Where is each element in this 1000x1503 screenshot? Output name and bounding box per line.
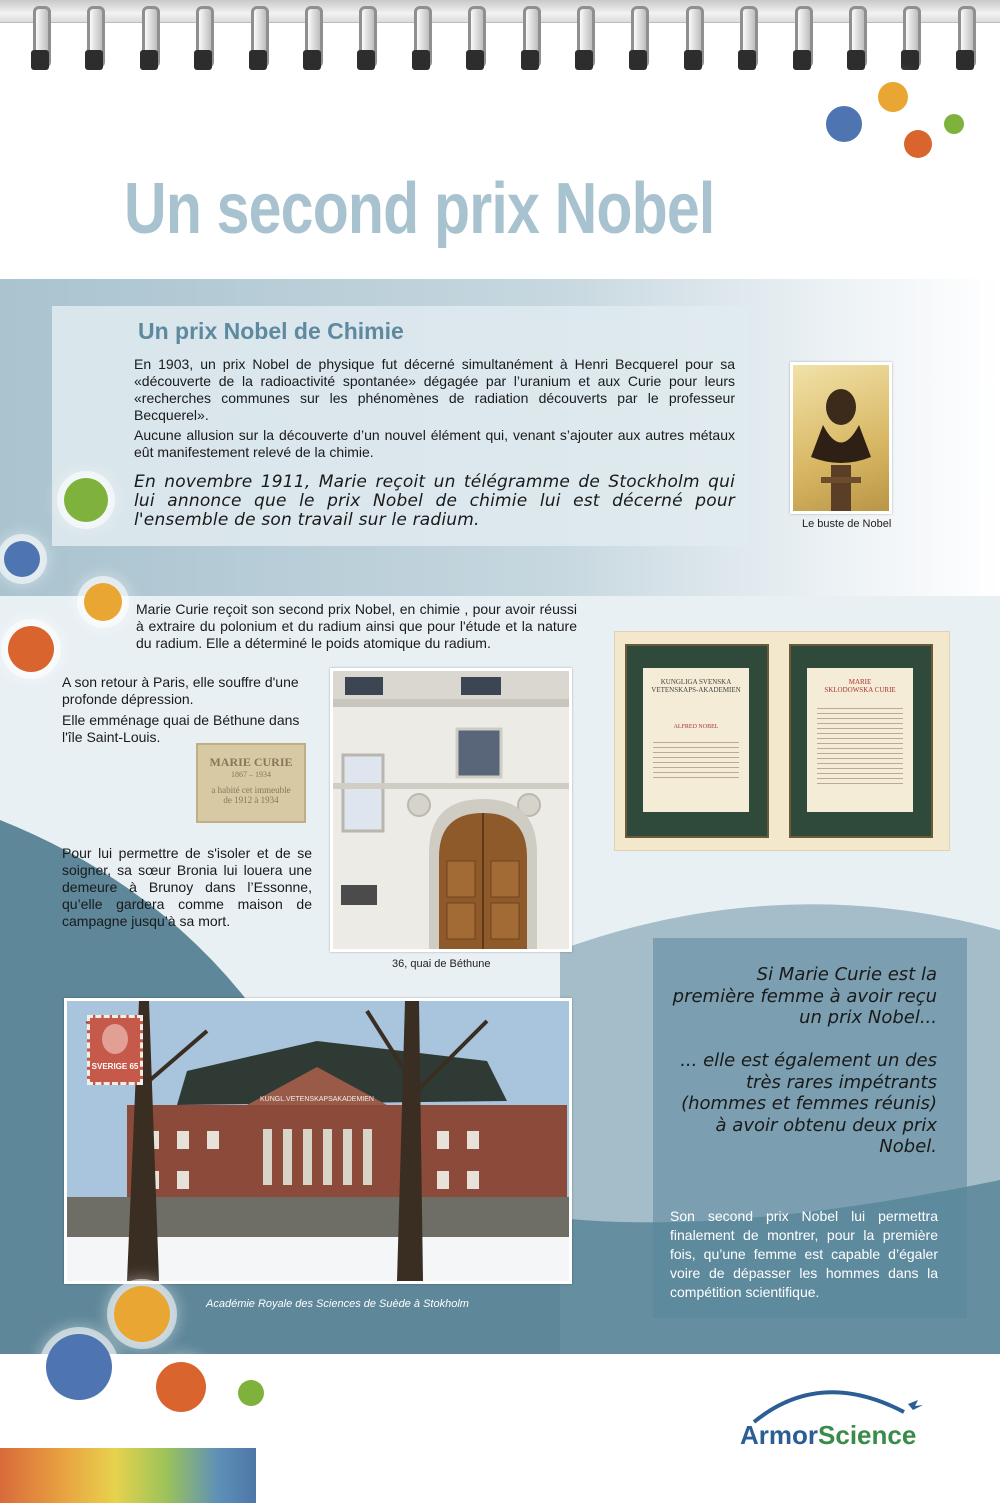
seagull-icon [908, 1400, 923, 1410]
binding-ring [954, 6, 976, 70]
diploma-left-line2: VETENSKAPS-AKADEMIEN [651, 686, 741, 694]
binding-ring [627, 6, 649, 70]
section-heading: Un prix Nobel de Chimie [138, 318, 404, 344]
green-dot-decoration [238, 1380, 264, 1406]
paragraph-allusion: Aucune allusion sur la découverte d’un nouvel élément qui, venant s’ajouter aux autres métaux eût manifestement relevé de la chimie. [134, 427, 735, 460]
plaque-line1: a habité cet immeuble [211, 785, 291, 795]
binding-ring [301, 6, 323, 70]
diploma-left-name: ALFRED NOBEL [673, 724, 719, 730]
logo-armor: Armor [740, 1420, 819, 1450]
first-woman-quote: Si Marie Curie est la première femme à avoir reçu un prix Nobel... [672, 964, 937, 1028]
stamp-text: SVERIGE 65 [91, 1062, 139, 1071]
binding-ring [464, 6, 486, 70]
plaque-line2: de 1912 à 1934 [223, 795, 279, 805]
blue-dot-decoration [4, 541, 40, 577]
binding-ring [410, 6, 432, 70]
yellow-dot-decoration [114, 1286, 170, 1342]
binding-ring [682, 6, 704, 70]
binding-ring [192, 6, 214, 70]
color-gradient-bar [0, 1448, 256, 1503]
yellow-dot-decoration [878, 82, 908, 112]
bust-illustration [793, 365, 889, 511]
building-sign: KUNGL.VETENSKAPSAKADEMIEN [260, 1096, 374, 1103]
women-equality-text: Son second prix Nobel lui permettra finalement de montrer, pour la première fois, qu’une femme est capable d’égaler voire de dépasser les hommes dans la compétition scientifique. [670, 1208, 938, 1300]
swedish-stamp [87, 1015, 143, 1085]
blue-dot-decoration [826, 106, 862, 142]
diploma-right-line1: MARIE [848, 678, 872, 686]
armorscience-logo [740, 1420, 916, 1451]
plaque-name: MARIE CURIE [209, 755, 293, 769]
diploma-right [789, 644, 933, 838]
academy-caption: Académie Royale des Sciences de Suède à Stokholm [206, 1298, 469, 1310]
binding-ring [519, 6, 541, 70]
binding-ring [29, 6, 51, 70]
bethune-building-photo [330, 668, 572, 952]
nobel-diplomas-photo [614, 631, 950, 851]
building-caption: 36, quai de Béthune [392, 958, 491, 970]
yellow-dot-decoration [84, 583, 122, 621]
telegram-quote: En novembre 1911, Marie reçoit un télégramme de Stockholm qui lui annonce que le prix Nobel de chimie lui est décerné pour l'ensemble de son travail sur le radium. [134, 472, 735, 530]
orange-dot-decoration [904, 130, 932, 158]
orange-dot-decoration [8, 626, 54, 672]
binding-ring [845, 6, 867, 70]
orange-dot-decoration [156, 1362, 206, 1412]
binding-ring [899, 6, 921, 70]
nobel-bust-photo [790, 362, 892, 514]
two-prizes-quote: ... elle est également un des très rares impétrants (hommes et femmes réunis) à avoir obtenu deux prix Nobel. [680, 1050, 937, 1157]
binding-ring [573, 6, 595, 70]
green-dot-decoration [944, 114, 964, 134]
second-nobel-intro: Marie Curie reçoit son second prix Nobel, en chimie , pour avoir réussi à extraire du polonium et du radium ainsi que pour l'étude et la nature du radium. Elle a déterminé le poids atomique du radium. [136, 601, 577, 651]
binding-ring [736, 6, 758, 70]
royal-academy-photo [64, 998, 572, 1284]
binding-ring [138, 6, 160, 70]
bust-caption: Le buste de Nobel [802, 518, 892, 530]
binding-ring [355, 6, 377, 70]
plaque-dates: 1867 – 1934 [231, 770, 271, 779]
diploma-left [625, 644, 769, 838]
page-title: Un second prix Nobel [124, 169, 715, 249]
paragraph-1903: En 1903, un prix Nobel de physique fut décerné simultanément à Henri Becquerel pour sa «découverte de la radioactivité spontanée» dégagée par l’uranium et aux Curie pour leurs «recherches communes sur les phénomènes de radiation découverts par le professeur Becquerel». [134, 356, 735, 423]
diploma-left-line1: KUNGLIGA SVENSKA [660, 678, 732, 686]
return-paris-text: A son retour à Paris, elle souffre d'une profonde dépression. [62, 674, 299, 707]
bethune-move-text: Elle emménage quai de Béthune dans l'île Saint-Louis. [62, 712, 300, 745]
brunoy-text: Pour lui permettre de s'isoler et de se soigner, sa sœur Bronia lui louera une demeure à Brunoy dans l’Essonne, qu’elle gardera comme maison de campagne jusqu’à sa mort. [62, 845, 312, 929]
blue-dot-decoration [46, 1334, 112, 1400]
logo-science: Science [818, 1420, 917, 1450]
building-illustration [333, 671, 569, 949]
binding-ring [247, 6, 269, 70]
binding-ring [83, 6, 105, 70]
memorial-plaque [196, 743, 306, 823]
diploma-right-line2: SKLODOWSKA CURIE [824, 686, 896, 694]
binding-ring [791, 6, 813, 70]
green-dot-decoration [64, 478, 108, 522]
